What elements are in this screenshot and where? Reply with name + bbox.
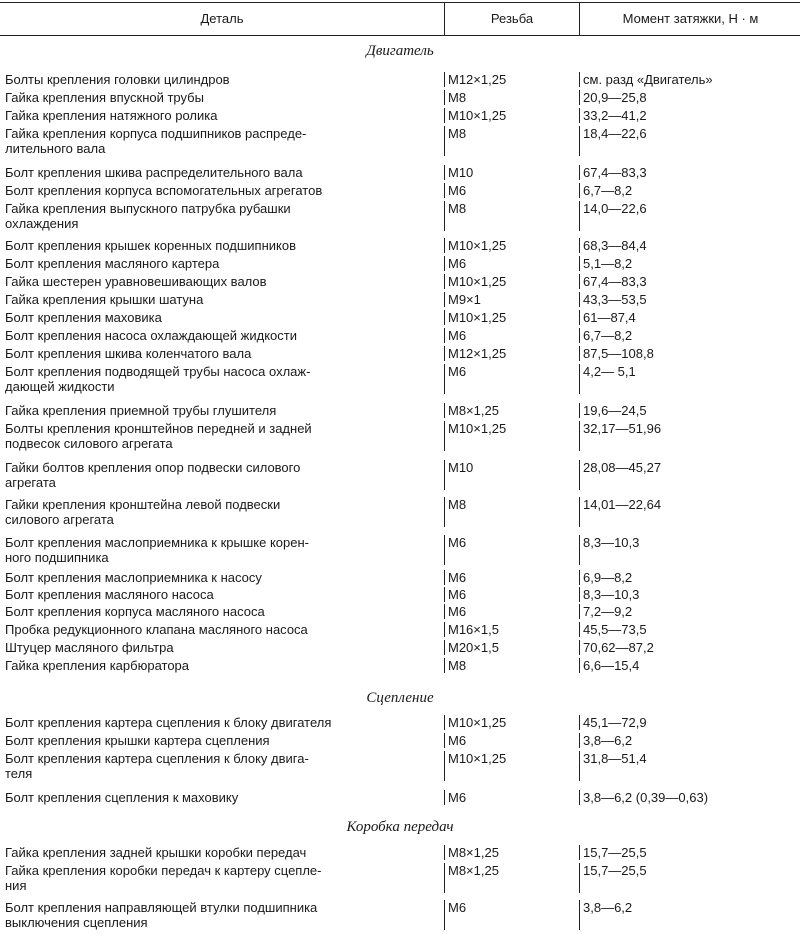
torque-value: 5,1—8,2 [579,256,800,271]
thread-size: М6 [444,604,576,619]
header-part: Деталь [200,11,244,26]
thread-size: М6 [444,790,576,805]
part-name: Гайка крепления крышки шатуна [5,292,204,307]
thread-size: М8 [444,201,576,231]
part-name: Болт крепления маслоприемника к крышке корен- ного подшипника [5,535,310,565]
torque-value: 6,9—8,2 [579,570,800,585]
header-divider-1 [444,2,445,35]
thread-size: М10×1,25 [444,108,576,123]
thread-size: М10×1,25 [444,238,576,253]
part-name: Болт крепления насоса охлаждающей жидкости [5,328,297,343]
thread-size: М10×1,25 [444,274,576,289]
thread-size: М9×1 [444,292,576,307]
part-name: Болты крепления кронштейнов передней и задней подвесок силового агрегата [5,421,312,451]
part-name: Гайка крепления впускной трубы [5,90,204,105]
part-name: Болт крепления сцепления к маховику [5,790,239,805]
part-name: Болт крепления крышек коренных подшипников [5,238,296,253]
part-name: Болт крепления картера сцепления к блоку двигателя [5,715,332,730]
torque-value: 31,8—51,4 [579,751,800,781]
part-name: Гайка крепления натяжного ролика [5,108,218,123]
thread-size: М6 [444,733,576,748]
part-name: Болт крепления масляного картера [5,256,220,271]
torque-value: 32,17—51,96 [579,421,800,451]
thread-size: М8 [444,658,576,673]
part-name: Пробка редукционного клапана масляного насоса [5,622,308,637]
thread-size: М10×1,25 [444,715,576,730]
torque-value: 18,4—22,6 [579,126,800,156]
torque-value: 45,1—72,9 [579,715,800,730]
thread-size: М10 [444,165,576,180]
part-name: Гайки крепления кронштейна левой подвески силового агрегата [5,497,281,527]
thread-size: М10×1,25 [444,751,576,781]
part-name: Болт крепления масляного насоса [5,587,214,602]
torque-value: 20,9—25,8 [579,90,800,105]
torque-value: 33,2—41,2 [579,108,800,123]
torque-value: 3,8—6,2 (0,39—0,63) [579,790,800,805]
thread-size: М6 [444,570,576,585]
part-name: Гайка крепления выпускного патрубка рубашки охлаждения [5,201,291,231]
header-bottom-rule [0,35,800,36]
part-name: Гайка крепления приемной трубы глушителя [5,403,277,418]
torque-value: 3,8—6,2 [579,733,800,748]
torque-value: 6,7—8,2 [579,183,800,198]
part-name: Гайки болтов крепления опор подвески силового агрегата [5,460,301,490]
part-name: Болт крепления подводящей трубы насоса охлаж- дающей жидкости [5,364,311,394]
part-name: Гайка крепления карбюратора [5,658,190,673]
header-divider-2 [579,2,580,35]
section-title-gearbox: Коробка передач [346,819,454,835]
thread-size: М6 [444,535,576,565]
thread-size: М10×1,25 [444,310,576,325]
thread-size: М8×1,25 [444,403,576,418]
torque-value: 8,3—10,3 [579,535,800,565]
thread-size: М10 [444,460,576,490]
thread-size: М12×1,25 [444,72,576,87]
thread-size: М6 [444,328,576,343]
thread-size: М6 [444,587,576,602]
part-name: Штуцер масляного фильтра [5,640,174,655]
section-title-engine: Двигатель [366,43,434,59]
header-thread: Резьба [490,11,534,26]
torque-value: 6,6—15,4 [579,658,800,673]
part-name: Болты крепления головки цилиндров [5,72,230,87]
torque-value: 45,5—73,5 [579,622,800,637]
torque-value: 67,4—83,3 [579,165,800,180]
thread-size: М6 [444,900,576,930]
torque-value: 70,62—87,2 [579,640,800,655]
section-title-clutch: Сцепление [366,690,434,706]
thread-size: М8 [444,90,576,105]
thread-size: М20×1,5 [444,640,576,655]
thread-size: М16×1,5 [444,622,576,637]
part-name: Болт крепления направляющей втулки подшипника выключения сцепления [5,900,318,930]
part-name: Болт крепления корпуса масляного насоса [5,604,265,619]
torque-value: 28,08—45,27 [579,460,800,490]
part-name: Болт крепления шкива коленчатого вала [5,346,252,361]
torque-value: 14,0—22,6 [579,201,800,231]
torque-value: см. разд «Двигатель» [579,72,800,87]
part-name: Болт крепления корпуса вспомогательных агрегатов [5,183,323,198]
thread-size: М10×1,25 [444,421,576,451]
thread-size: М8 [444,126,576,156]
torque-value: 8,3—10,3 [579,587,800,602]
torque-value: 7,2—9,2 [579,604,800,619]
thread-size: М6 [444,183,576,198]
part-name: Гайка крепления корпуса подшипников распреде- лительного вала [5,126,307,156]
torque-value: 87,5—108,8 [579,346,800,361]
torque-value: 15,7—25,5 [579,863,800,893]
header-torque: Момент затяжки, Н · м [622,11,759,26]
table-top-rule [0,2,800,3]
part-name: Гайка шестерен уравновешивающих валов [5,274,267,289]
torque-value: 15,7—25,5 [579,845,800,860]
thread-size: М8×1,25 [444,863,576,893]
torque-value: 6,7—8,2 [579,328,800,343]
part-name: Болт крепления крышки картера сцепления [5,733,270,748]
part-name: Гайка крепления задней крышки коробки передач [5,845,307,860]
torque-value: 61—87,4 [579,310,800,325]
thread-size: М12×1,25 [444,346,576,361]
thread-size: М8×1,25 [444,845,576,860]
thread-size: М6 [444,364,576,394]
part-name: Гайка крепления коробки передач к картеру сцепле- ния [5,863,322,893]
part-name: Болт крепления шкива распределительного вала [5,165,303,180]
thread-size: М6 [444,256,576,271]
torque-value: 19,6—24,5 [579,403,800,418]
part-name: Болт крепления маховика [5,310,162,325]
thread-size: М8 [444,497,576,527]
torque-value: 43,3—53,5 [579,292,800,307]
torque-value: 4,2— 5,1 [579,364,800,394]
part-name: Болт крепления маслоприемника к насосу [5,570,262,585]
part-name: Болт крепления картера сцепления к блоку двига- теля [5,751,309,781]
torque-value: 68,3—84,4 [579,238,800,253]
torque-value: 67,4—83,3 [579,274,800,289]
torque-value: 3,8—6,2 [579,900,800,930]
torque-value: 14,01—22,64 [579,497,800,527]
